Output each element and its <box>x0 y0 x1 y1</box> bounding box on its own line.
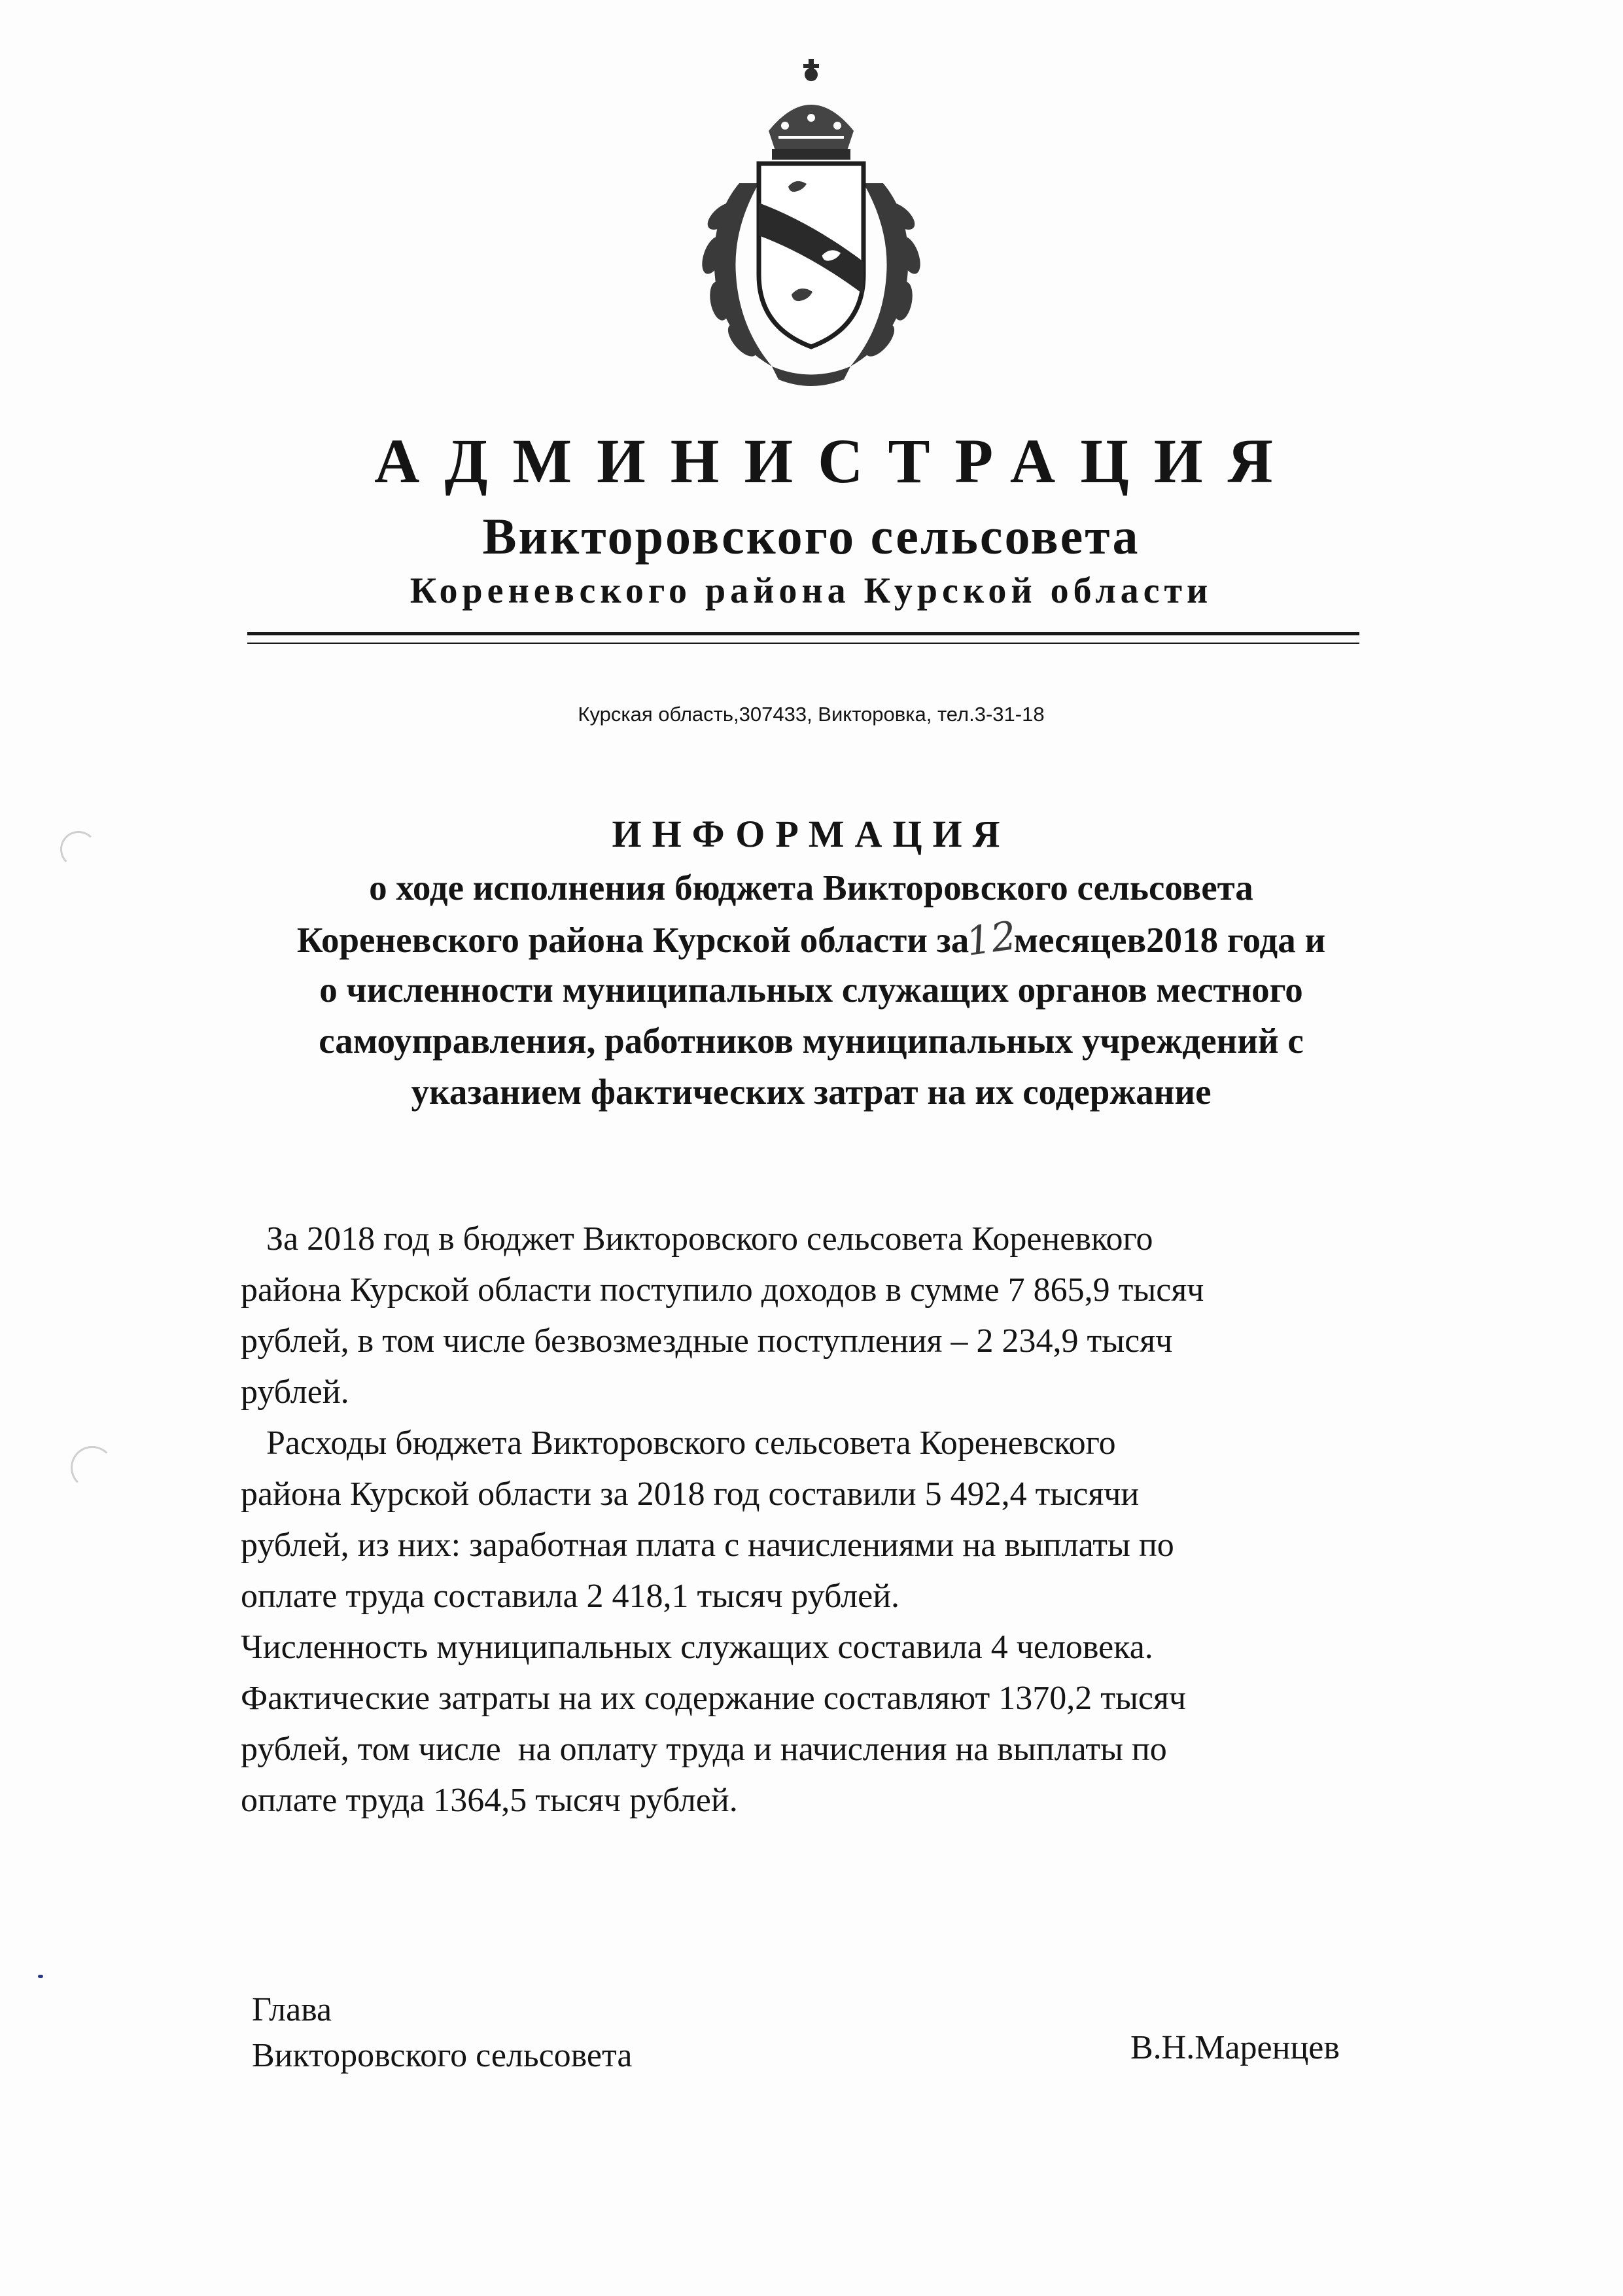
organization-region: Кореневского района Курской области <box>410 571 1213 611</box>
body-text-line: оплате труда составила 2 418,1 тысяч рублей. <box>241 1578 900 1615</box>
scan-speck <box>38 1975 43 1978</box>
body-text-line: района Курской области поступило доходов в сумме 7 865,9 тысяч <box>241 1271 1204 1309</box>
body-text-line: рублей, из них: заработная плата с начислениями на выплаты по <box>241 1527 1174 1564</box>
header-divider-thin <box>247 643 1359 644</box>
body-text-line: рублей. <box>241 1373 349 1411</box>
signatory-position-org: Викторовского сельсовета <box>252 2037 633 2074</box>
crown-icon <box>769 59 854 160</box>
body-text-line: Численность муниципальных служащих составила 4 человека. <box>241 1629 1153 1666</box>
document-subject-line: о ходе исполнения бюджета Викторовского сельсовета <box>369 868 1253 908</box>
document-subject-line: указанием фактических затрат на их содержание <box>411 1072 1212 1112</box>
document-subject-line <box>216 913 1406 966</box>
document-title: ИНФОРМАЦИЯ <box>612 813 1011 855</box>
coat-of-arms-emblem <box>661 52 962 393</box>
organization-address: Курская область,307433, Викторовка, тел.3-31-18 <box>578 703 1045 726</box>
document-subject-line: о численности муниципальных служащих органов местного <box>319 970 1303 1010</box>
body-text-line: Расходы бюджета Викторовского сельсовета Кореневского <box>241 1424 1116 1462</box>
body-text-line: Фактические затраты на их содержание составляют 1370,2 тысяч <box>241 1680 1187 1717</box>
body-text-line: района Курской области за 2018 год составили 5 492,4 тысячи <box>241 1475 1140 1513</box>
hole-punch-mark <box>71 1446 114 1489</box>
subject-text: Кореневского района Курской области за <box>296 920 969 960</box>
hole-punch-mark <box>60 831 97 868</box>
body-text-line: За 2018 год в бюджет Викторовского сельсовета Кореневкого <box>241 1220 1153 1258</box>
body-text-line: оплате труда 1364,5 тысяч рублей. <box>241 1782 738 1819</box>
body-text-line: рублей, том числе на оплату труда и начисления на выплаты по <box>241 1731 1167 1768</box>
organization-title: АДМИНИСТРАЦИЯ <box>374 426 1298 496</box>
subject-text: месяцев2018 года и <box>1013 920 1326 960</box>
shield-icon <box>759 164 864 347</box>
organization-subtitle: Викторовского сельсовета <box>482 508 1140 565</box>
signatory-position: Глава <box>252 1991 332 2028</box>
signatory-name: В.Н.Маренцев <box>1130 2029 1340 2066</box>
header-divider <box>247 632 1359 635</box>
body-text-line: рублей, в том числе безвозмездные поступления – 2 234,9 тысяч <box>241 1322 1173 1360</box>
document-subject-line: самоуправления, работников муниципальных учреждений с <box>319 1021 1304 1061</box>
handwritten-month-count: 12 <box>963 913 1020 965</box>
